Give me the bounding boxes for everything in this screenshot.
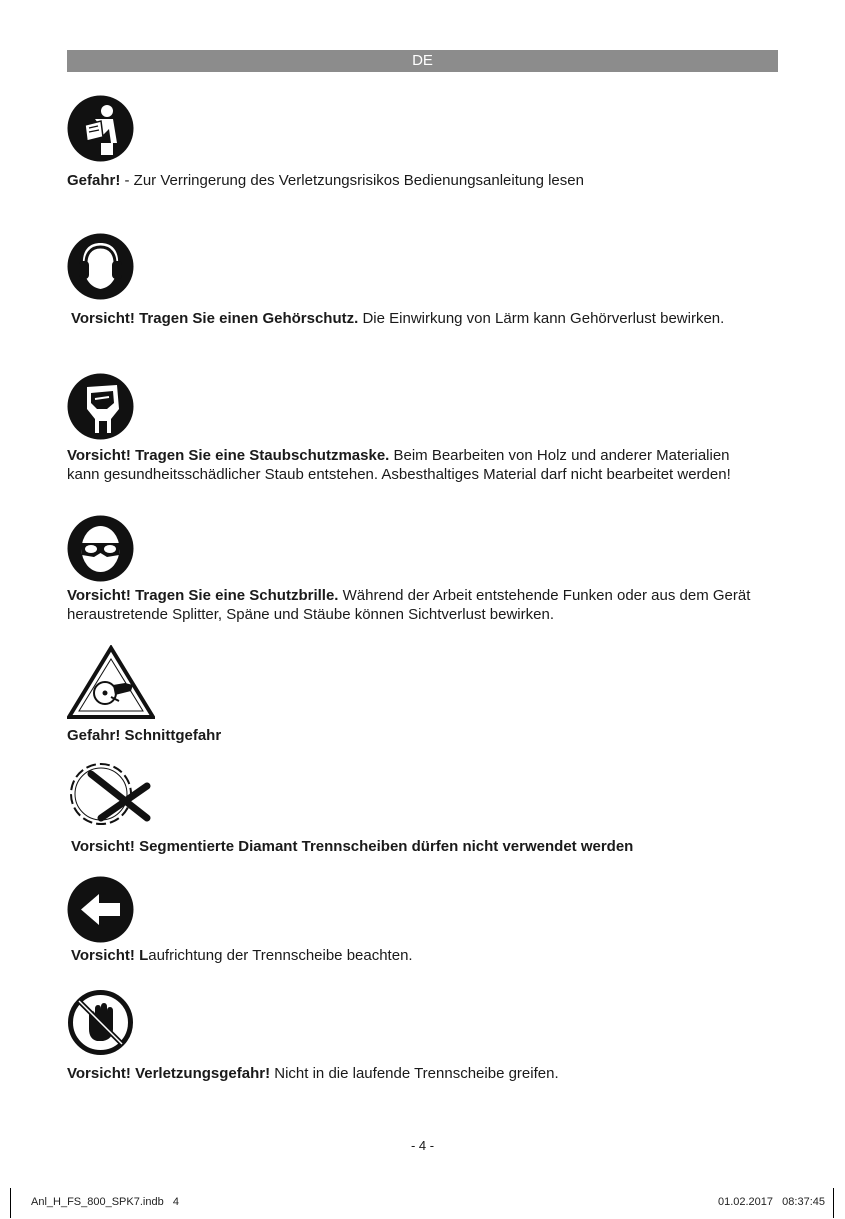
no-segmented-disc-icon xyxy=(67,760,157,828)
rotation-arrow-icon xyxy=(67,876,134,943)
warning-text-no-hand: Vorsicht! Verletzungsgefahr! Nicht in die laufende Trennscheibe greifen. xyxy=(67,1065,559,1082)
warning-text-rotation: Vorsicht! Laufrichtung der Trennscheibe beachten. xyxy=(71,947,413,964)
warning-text-segmented-disc: Vorsicht! Segmentierte Diamant Trennscheiben dürfen nicht verwendet werden xyxy=(71,838,634,855)
page-number: - 4 - xyxy=(410,1138,435,1153)
slug-datetime: 01.02.2017 08:37:45 xyxy=(717,1196,825,1208)
warning-text-safety-goggles: Vorsicht! Tragen Sie eine Schutzbrille. Während der Arbeit entstehende Funken oder aus dem Gerät heraustretende Splitter, Späne und Stäube können Sichtverlust bewirken. xyxy=(67,587,751,623)
warning-text-ear-protection: Vorsicht! Tragen Sie einen Gehörschutz. Die Einwirkung von Lärm kann Gehörverlust bewirken. xyxy=(71,310,725,327)
warning-text-read-manual: Gefahr! - Zur Verringerung des Verletzungsrisikos Bedienungsanleitung lesen xyxy=(67,172,584,189)
read-manual-icon xyxy=(67,95,134,162)
ear-protection-icon xyxy=(67,233,134,300)
no-hand-icon xyxy=(67,989,134,1056)
language-code: DE xyxy=(412,52,433,69)
safety-goggles-icon xyxy=(67,515,134,582)
crop-mark-right xyxy=(833,1188,834,1218)
language-header-bar xyxy=(67,50,778,72)
warning-text-cutting-hazard: Gefahr! Schnittgefahr xyxy=(67,727,222,744)
cutting-hazard-icon xyxy=(67,645,155,719)
slug-filename: Anl_H_FS_800_SPK7.indb 4 xyxy=(31,1196,179,1208)
dust-mask-icon xyxy=(67,373,134,440)
warning-text-dust-mask: Vorsicht! Tragen Sie eine Staubschutzmaske. Beim Bearbeiten von Holz und anderer Materialien kann gesundheitsschädlicher Staub entstehen. Asbesthaltiges Material darf nicht bearbeitet werden! xyxy=(67,447,731,483)
crop-mark-left xyxy=(10,1188,11,1218)
